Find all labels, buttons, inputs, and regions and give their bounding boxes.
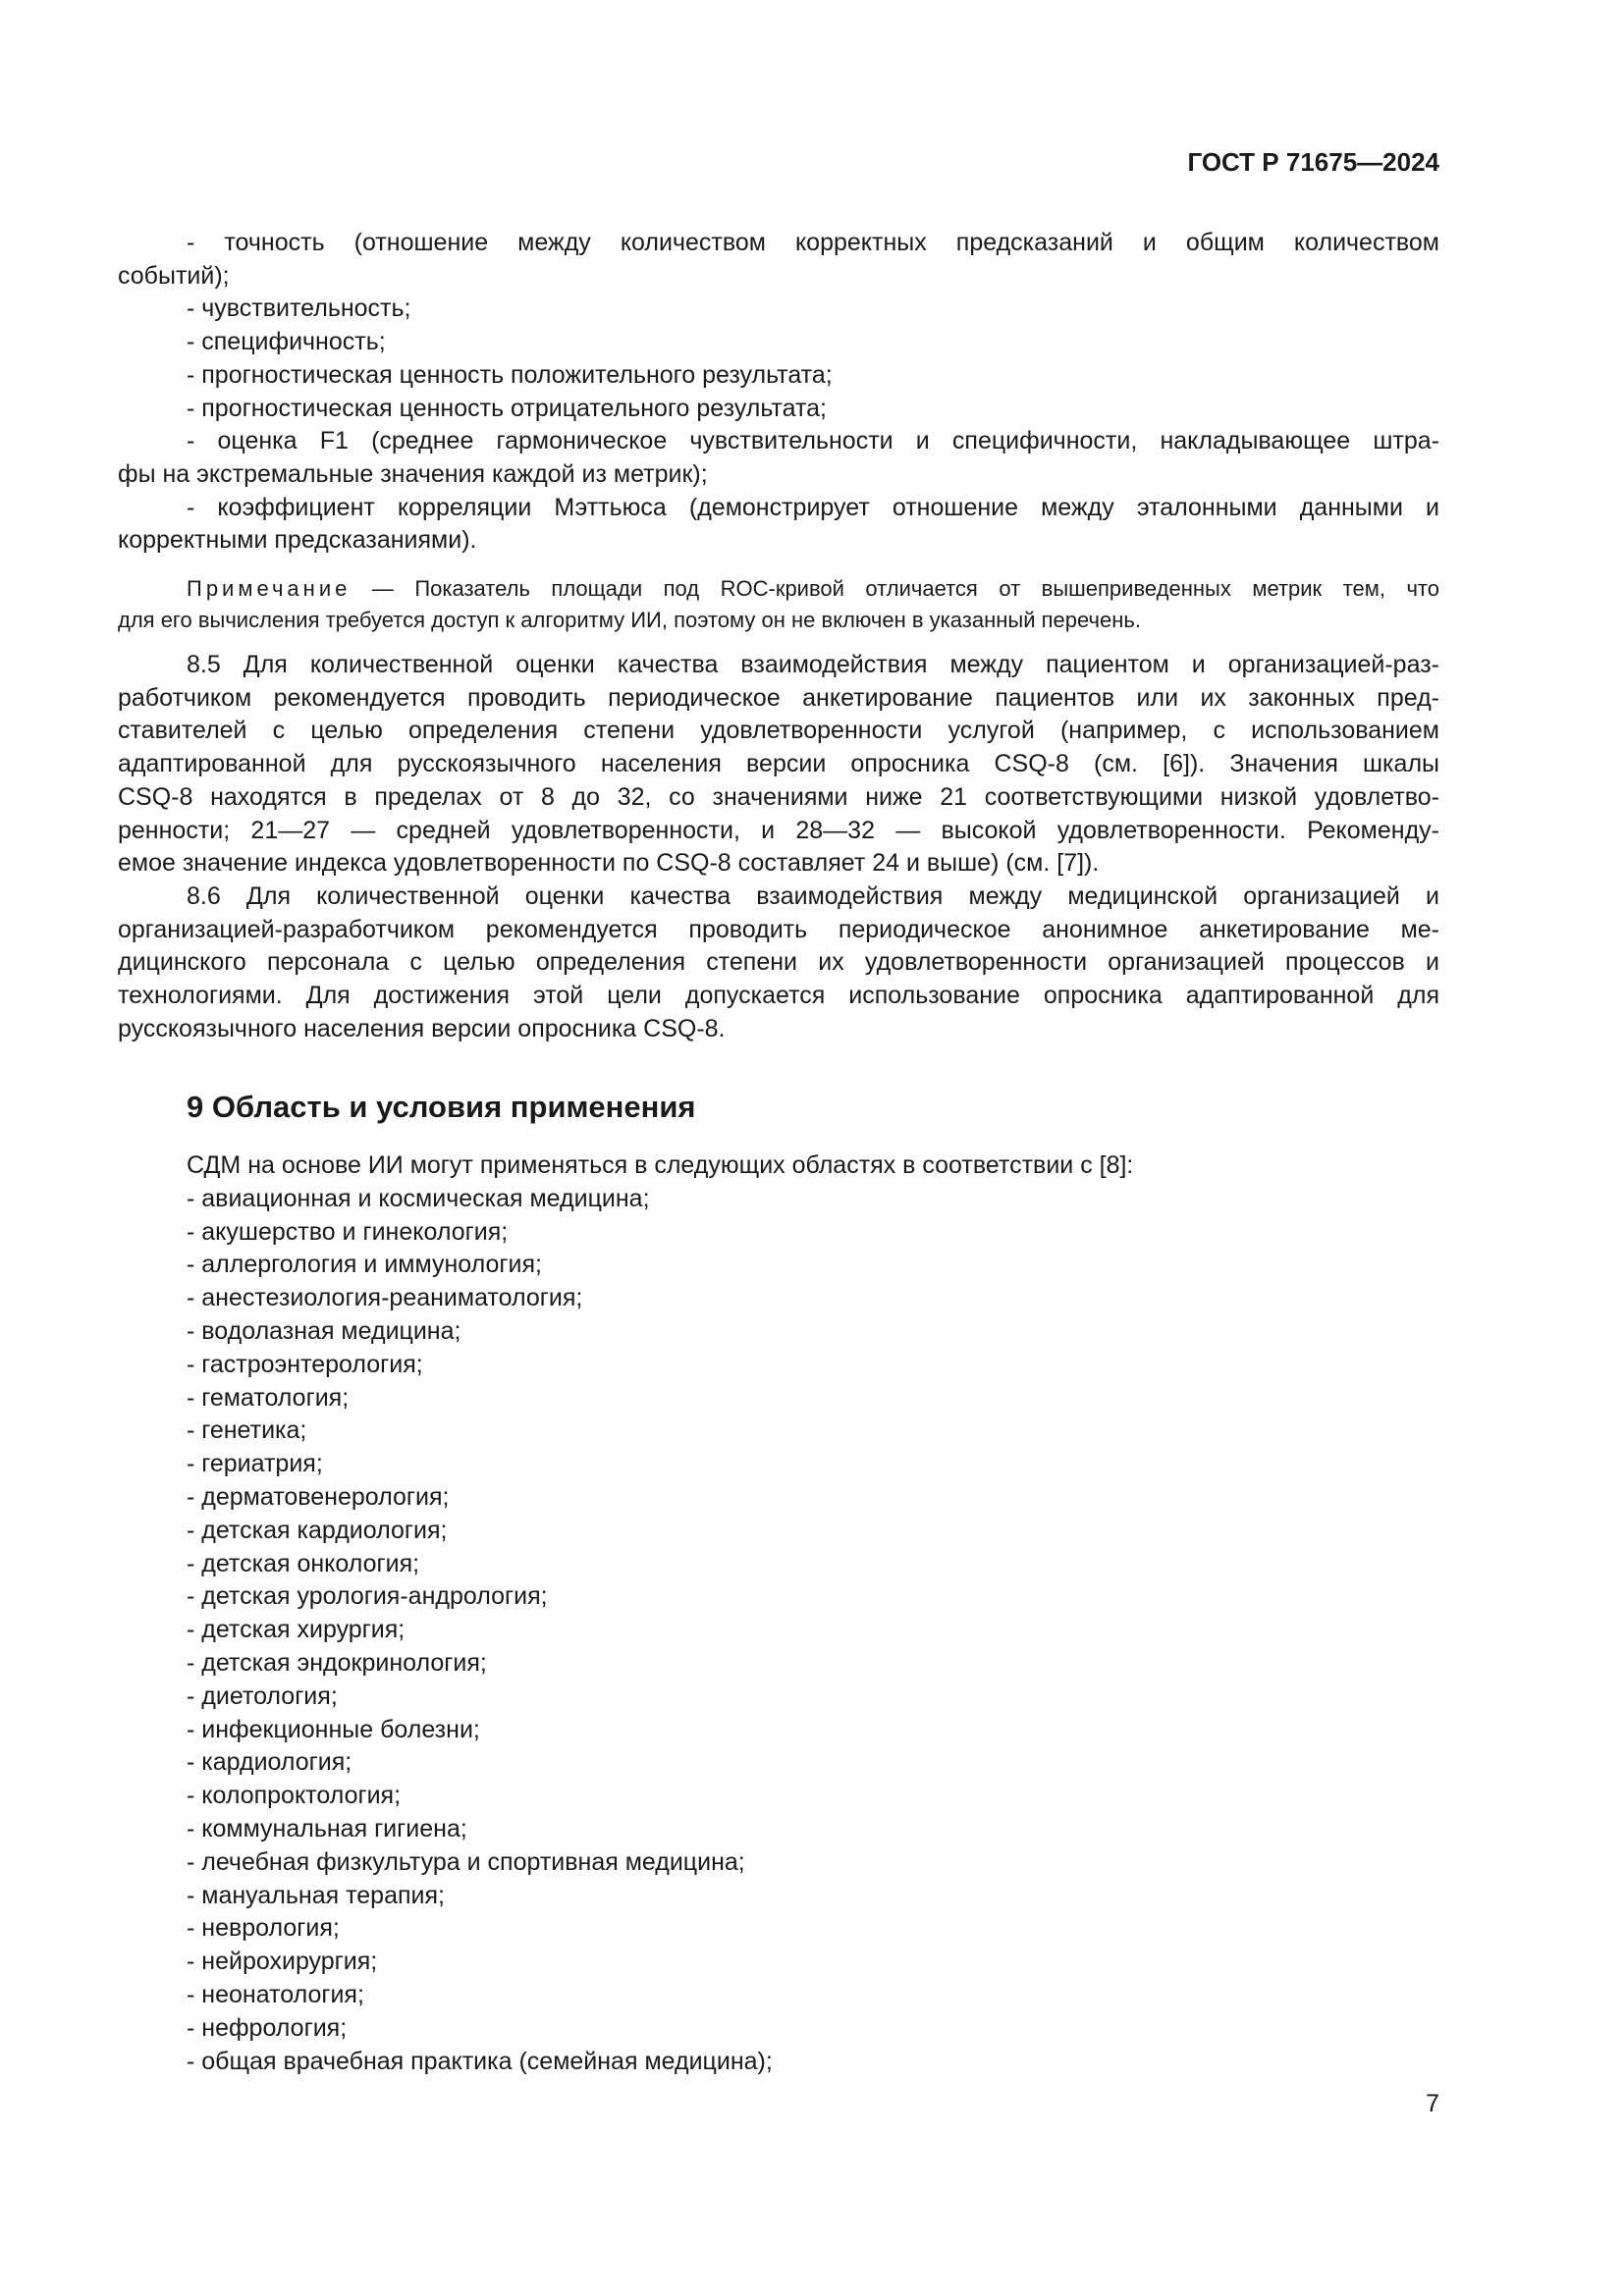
list-item: - неврология;: [187, 1914, 340, 1943]
list-item: - дерматовенерология;: [187, 1482, 450, 1511]
list-item: - генетика;: [187, 1416, 307, 1445]
text-line: емое значение индекса удовлетворенности по CSQ-8 составляет 24 и выше) (см. [7]).: [118, 849, 1100, 878]
list-item: - колопроктология;: [187, 1782, 402, 1810]
list-item: - анестезиология-реаниматология;: [187, 1284, 583, 1312]
list-item: - акушерство и гинекология;: [187, 1217, 509, 1246]
text-line: корректными предсказаниями).: [118, 526, 477, 555]
list-item: - детская кардиология;: [187, 1516, 448, 1544]
text-line: адаптированной для русскоязычного населения версии опросника CSQ-8 (см. [6]). Значения шкалы: [118, 750, 1439, 778]
text-line: CSQ-8 находятся в пределах от 8 до 32, со значениями ниже 21 соответствующими низкой удовлетво-: [118, 782, 1439, 811]
list-item: - гериатрия;: [187, 1450, 323, 1478]
section-intro: СДМ на основе ИИ могут применяться в следующих областях в соответствии с [8]:: [187, 1151, 1134, 1179]
list-item: - детская хирургия;: [187, 1616, 406, 1644]
document-code-header: ГОСТ Р 71675—2024: [1187, 147, 1439, 177]
text-line: - оценка F1 (среднее гармоническое чувствительности и специфичности, накладывающее штра-: [187, 427, 1439, 455]
text-line: 8.5 Для количественной оценки качества взаимодействия между пациентом и организацией-раз-: [187, 651, 1439, 678]
text-line: русскоязычного населения версии опросника CSQ-8.: [118, 1014, 726, 1042]
list-item: - авиационная и космическая медицина;: [187, 1184, 650, 1212]
text-line: - чувствительность;: [187, 294, 411, 323]
list-item: - детская эндокринология;: [187, 1648, 487, 1677]
list-item: - детская урология-андрология;: [187, 1582, 548, 1611]
text-line: 8.6 Для количественной оценки качества взаимодействия между медицинской организацией и: [187, 881, 1439, 910]
metrics-list: [118, 227, 1439, 558]
list-item: - мануальная терапия;: [187, 1881, 445, 1909]
text-line: - прогностическая ценность отрицательного результата;: [187, 394, 827, 422]
list-item: - нефрология;: [187, 2013, 348, 2042]
list-item: - коммунальная гигиена;: [187, 1814, 467, 1842]
text-line: - специфичность;: [187, 328, 386, 356]
page-number: 7: [1426, 2090, 1439, 2117]
text-line: событий);: [118, 261, 230, 290]
text-line: фы на экстремальные значения каждой из метрик);: [118, 459, 708, 488]
note-label: Примечание: [187, 576, 352, 601]
text-line: работчиком рекомендуется проводить периодическое анкетирование пациентов или их законных пред-: [118, 683, 1439, 712]
list-item: - общая врачебная практика (семейная медицина);: [187, 2047, 773, 2075]
text-line: дицинского персонала с целью определения степени их удовлетворенности организацией процессов и: [118, 948, 1439, 977]
list-item: - гематология;: [187, 1383, 350, 1412]
list-item: - гастроэнтерология;: [187, 1350, 423, 1378]
text-line: ренности; 21—27 — средней удовлетворенности, и 28—32 — высокой удовлетворенности. Рекоменду-: [118, 816, 1439, 844]
list-item: - водолазная медицина;: [187, 1316, 461, 1345]
application-areas-list: [187, 1149, 1439, 2078]
text-line: - точность (отношение между количеством корректных предсказаний и общим количеством: [187, 229, 1439, 256]
paragraphs-8-5-8-6: [118, 649, 1439, 1045]
list-item: - лечебная физкультура и спортивная медицина;: [187, 1847, 745, 1876]
list-item: - детская онкология;: [187, 1549, 420, 1577]
section-heading: 9 Область и условия применения: [187, 1090, 696, 1124]
note: [118, 573, 1439, 636]
list-item: - инфекционные болезни;: [187, 1715, 480, 1743]
text-line: технологиями. Для достижения этой цели допускается использование опросника адаптированной для: [118, 982, 1439, 1010]
list-item: - кардиология;: [187, 1748, 352, 1777]
list-item: - диетология;: [187, 1682, 338, 1710]
list-item: - аллергология и иммунология;: [187, 1251, 542, 1279]
list-item: - нейрохирургия;: [187, 1948, 378, 1976]
text-line: - коэффициент корреляции Мэттьюса (демонстрирует отношение между эталонными данными и: [187, 493, 1439, 521]
text-line: ставителей с целью определения степени удовлетворенности услугой (например, с использованием: [118, 717, 1439, 745]
list-item: - неонатология;: [187, 1980, 364, 2008]
text-line: - прогностическая ценность положительного результата;: [187, 360, 833, 389]
note-line-2: для его вычисления требуется доступ к алгоритму ИИ, поэтому он не включен в указанный перечень.: [118, 608, 1141, 632]
note-line-1: Примечание — Показатель площади под ROC-кривой отличается от вышеприведенных метрик тем, что: [187, 576, 1439, 601]
text-line: организацией-разработчиком рекомендуется проводить периодическое анонимное анкетирование ме-: [118, 915, 1439, 943]
